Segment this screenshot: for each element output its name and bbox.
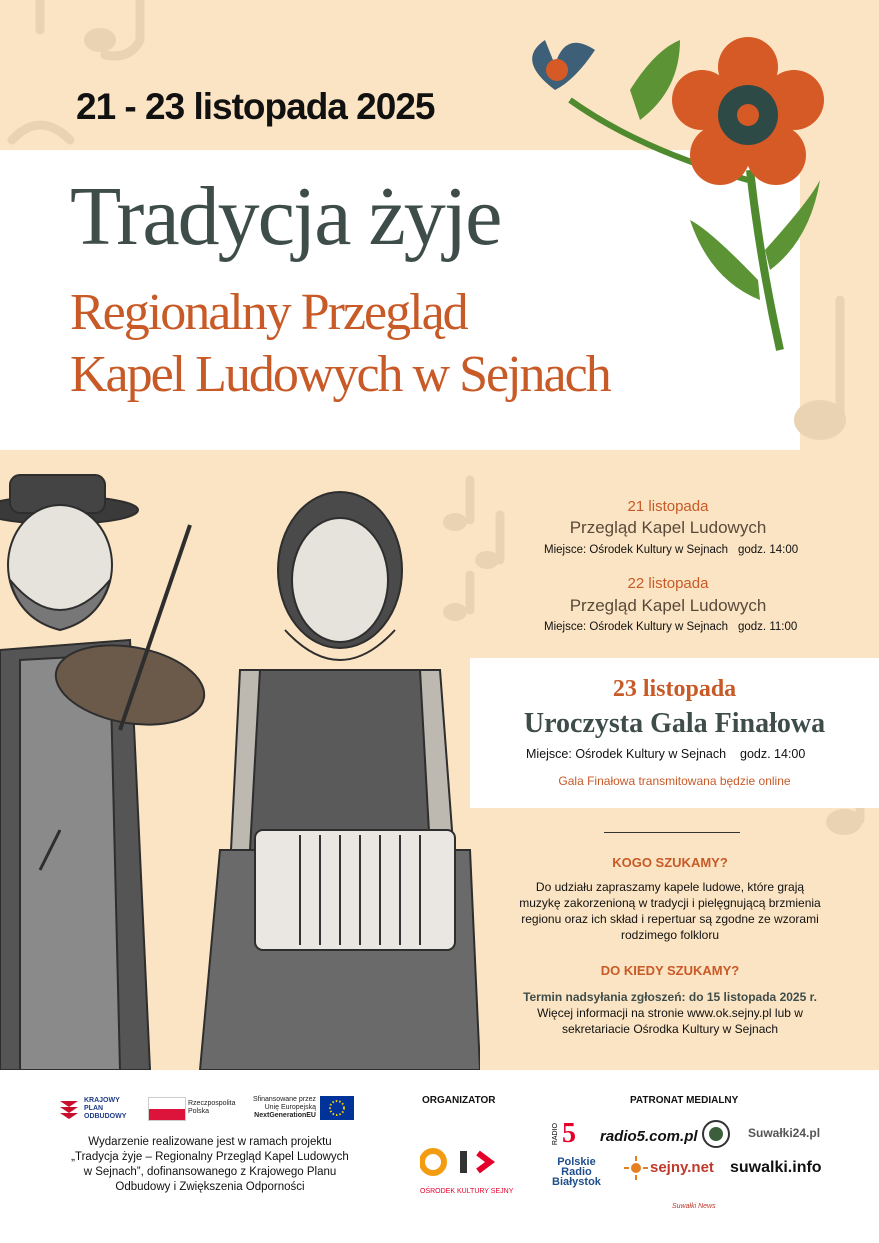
who-line: rodzimego folkloru xyxy=(620,928,720,942)
day1-date: 21 listopada xyxy=(627,498,709,515)
who-text xyxy=(480,879,860,943)
suwalki-info-logo: suwalki.info xyxy=(730,1159,822,1176)
kpo-line: KRAJOWY xyxy=(84,1097,120,1104)
gala-online-note: Gala Finałowa transmitowana będzie online xyxy=(558,774,791,788)
patron-label: PATRONAT MEDIALNY xyxy=(630,1095,739,1106)
when-line: sekretariacie Ośrodka Kultury w Sejnach xyxy=(561,1022,779,1036)
eu-line: Unię Europejską xyxy=(264,1104,316,1111)
sejny-net-logo: sejny.net xyxy=(650,1159,714,1176)
who-heading: KOGO SZUKAMY? xyxy=(612,855,728,870)
gala-time: godz. 14:00 xyxy=(740,747,806,761)
day1-time: godz. 14:00 xyxy=(738,544,799,556)
suwalki24-logo: Suwałki24.pl xyxy=(748,1126,821,1140)
date-range: 21 - 23 listopada 2025 xyxy=(76,86,435,127)
who-line: regionu oraz ich skład i repertuar są zgodne ze wzorami xyxy=(521,912,819,926)
crest-logo-icon xyxy=(702,1120,730,1148)
sejny-logo-icon xyxy=(624,1156,648,1180)
rp-text xyxy=(188,1100,235,1116)
polish-flag-icon xyxy=(148,1097,186,1121)
who-line: Do udziału zapraszamy kapele ludowe, które grają xyxy=(535,880,805,894)
main-title: Tradycja żyje xyxy=(70,170,501,263)
subtitle-line-2: Kapel Ludowych w Sejnach xyxy=(70,346,610,403)
subtitle xyxy=(70,282,610,406)
who-line: muzykę zakorzenioną w tradycji i pielęgnującą brzmienia xyxy=(519,896,821,910)
day2-place: Miejsce: Ośrodek Kultury w Sejnach xyxy=(544,621,729,633)
gala-date: 23 listopada xyxy=(612,676,737,702)
prb-line: Polskie xyxy=(557,1156,596,1168)
when-line: Więcej informacji na stronie www.ok.sejny.pl lub w xyxy=(537,1006,803,1020)
deadline: Termin nadsyłania zgłoszeń: do 15 listopada 2025 r. xyxy=(523,990,817,1004)
eu-flag-icon xyxy=(320,1096,354,1120)
organizer-name: OŚRODEK KULTURY SEJNY xyxy=(420,1188,514,1195)
note-line: Odbudowy i Zwiększenia Odporności xyxy=(115,1181,305,1193)
project-note xyxy=(50,1135,370,1195)
radio5-logo: 5 xyxy=(562,1118,576,1149)
rp-line: Rzeczpospolita xyxy=(188,1100,236,1107)
radio5-site: radio5.com.pl xyxy=(600,1128,698,1145)
suwalki-news-logo: Suwałki News xyxy=(672,1203,716,1210)
kpo-text xyxy=(84,1097,126,1121)
when-heading: DO KIEDY SZUKAMY? xyxy=(600,963,740,978)
divider xyxy=(604,832,740,833)
subtitle-line-1: Regionalny Przegląd xyxy=(70,284,467,341)
kpo-logo-icon xyxy=(58,1097,80,1119)
ok-sejny-logo-icon xyxy=(420,1148,502,1178)
kpo-line: ODBUDOWY xyxy=(84,1113,127,1120)
day2-time: godz. 11:00 xyxy=(738,621,798,633)
eu-line: Sfinansowane przez xyxy=(252,1096,316,1103)
note-line: Wydarzenie realizowane jest w ramach projektu xyxy=(88,1136,332,1148)
day1-name: Przegląd Kapel Ludowych xyxy=(569,518,767,537)
gala-title: Uroczysta Gala Finałowa xyxy=(523,708,826,739)
prb-line: Białystok xyxy=(552,1176,601,1188)
rp-line: Polska xyxy=(188,1108,210,1115)
folk-musicians-illustration xyxy=(0,470,480,1070)
day2-name: Przegląd Kapel Ludowych xyxy=(569,596,767,615)
note-line: w Sejnach”, dofinansowanego z Krajowego Planu xyxy=(83,1166,337,1178)
note-line: „Tradycja żyje – Regionalny Przegląd Kapel Ludowych xyxy=(71,1151,349,1163)
radio5-word: RADIO xyxy=(552,1123,559,1146)
gala-place: Miejsce: Ośrodek Kultury w Sejnach xyxy=(526,747,727,761)
eu-text xyxy=(252,1096,316,1120)
day1-place: Miejsce: Ośrodek Kultury w Sejnach xyxy=(544,544,729,556)
prb-line: Radio xyxy=(561,1166,592,1178)
prb-logo xyxy=(552,1157,601,1187)
eu-line: NextGenerationEU xyxy=(254,1112,316,1119)
organizer-label: ORGANIZATOR xyxy=(422,1095,496,1106)
when-text xyxy=(480,989,860,1037)
kpo-line: PLAN xyxy=(84,1105,104,1112)
day2-date: 22 listopada xyxy=(627,575,709,592)
